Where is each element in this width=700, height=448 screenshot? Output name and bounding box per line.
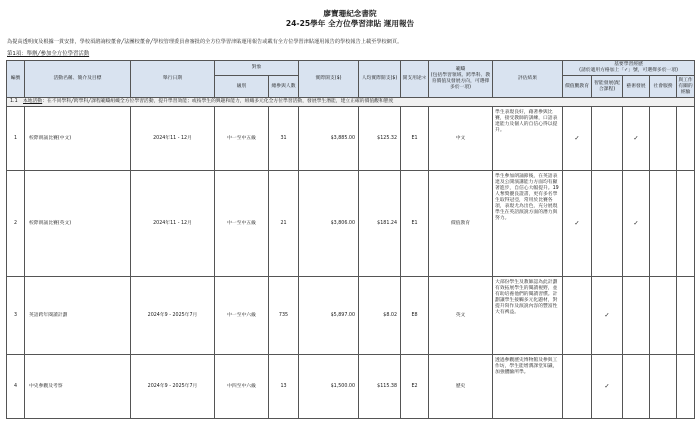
activity-date: 2024年9 - 2025年7月 bbox=[131, 355, 215, 419]
tick-aesthetic-cell bbox=[623, 277, 650, 355]
col-header-exp-career: 與工作有關的經驗 bbox=[677, 76, 695, 98]
row-number: 1 bbox=[7, 107, 25, 171]
col-header-grade: 級別 bbox=[215, 76, 269, 98]
domain-value: 中文 bbox=[429, 107, 493, 171]
col-header-exp-intellectual: 智能發展(配合課程) bbox=[592, 76, 623, 98]
col-header-evaluation: 評估結果 bbox=[493, 61, 563, 98]
col-header-exp-aesthetic: 藝術發展 bbox=[623, 76, 650, 98]
evaluation-text: 透過參觀歷史博物館及參與工作坊，學生能增潤課堂知識，加強體驗所學。 bbox=[493, 355, 563, 419]
report-title: 24-25學年 全方位學習津貼 運用報告 bbox=[285, 19, 415, 28]
table-row bbox=[7, 355, 695, 419]
tick-aesthetic-cell bbox=[623, 171, 650, 277]
activity-date: 2024年11 - 12月 bbox=[131, 171, 215, 277]
row-number: 3 bbox=[7, 277, 25, 355]
subheading-text: ：在不同學科╱跨學科╱課程範疇組織全方位學習活動，提升學習效能；或按學生的興趣和能力，組織多元化全方位學習活動，發展學生潛能，建立正確的價值觀和態度 bbox=[42, 99, 394, 104]
target-grade: 中一至中五級 bbox=[215, 107, 269, 171]
domain-value: 英文 bbox=[429, 277, 493, 355]
tick-community-cell bbox=[650, 277, 677, 355]
tick-intellectual-cell bbox=[592, 171, 623, 277]
tick-intellectual-cell bbox=[592, 355, 623, 419]
evaluation-text: 大部份學生及教師認為此計劃有效拓展學生的閱讀視野，並有助培養他們的閱讀習慣。計劃讓學生接觸多元化題材，對提升寫作及演說內容的豐富性大有裨益。 bbox=[493, 277, 563, 355]
col-header-experience bbox=[563, 61, 695, 76]
activity-name: 中史參觀及考察 bbox=[25, 355, 131, 419]
per-capita-cost: $115.38 bbox=[359, 355, 401, 419]
per-capita-cost: $8.02 bbox=[359, 277, 401, 355]
col-header-name: 活動名稱、簡介及目標 bbox=[25, 61, 131, 98]
experience-note: (請於適用方格加上「✓」號，可選擇多於一項) bbox=[579, 68, 678, 73]
col-header-expense-type: 開支用途＊ bbox=[401, 61, 429, 98]
subheading-row bbox=[7, 98, 695, 107]
activity-name: 校際朗誦比賽(中文) bbox=[25, 107, 131, 171]
target-grade: 中四至中六級 bbox=[215, 355, 269, 419]
evaluation-text: 學生表現良好，藉著參與比賽，接受教師的訓練，口語表達能力及個人的自信心得以提升。 bbox=[493, 107, 563, 171]
activity-name: 校際朗誦比賽(英文) bbox=[25, 171, 131, 277]
tick-moral-cell bbox=[563, 171, 592, 277]
activity-date: 2024年9 - 2025年7月 bbox=[131, 277, 215, 355]
check-mark-icon: ✓ bbox=[633, 134, 639, 142]
domain-value: 價值教育 bbox=[429, 171, 493, 277]
intro-text: 為提高透明度及根據一貫安排，學校須諮詢校董會╱法團校董會╱學校管理委員會審批的全方位學習津貼運用報告或載有全方位學習津貼運用報告的學校報告上載至學校網頁。 bbox=[7, 39, 403, 45]
expense-type: E1 bbox=[401, 171, 429, 277]
tick-intellectual-cell bbox=[592, 107, 623, 171]
col-header-participants: 總參與人數 bbox=[269, 76, 299, 98]
tick-community-cell bbox=[650, 355, 677, 419]
tick-community-cell bbox=[650, 171, 677, 277]
tick-aesthetic-cell bbox=[623, 355, 650, 419]
table-row bbox=[7, 277, 695, 355]
activity-table bbox=[6, 60, 695, 419]
table-row bbox=[7, 171, 695, 277]
col-header-exp-community: 社會服務 bbox=[650, 76, 677, 98]
participant-count: 735 bbox=[269, 277, 299, 355]
col-header-per-capita: 人均實際開支($) bbox=[359, 61, 401, 98]
col-header-target: 對象 bbox=[215, 61, 299, 76]
domain-value: 歷史 bbox=[429, 355, 493, 419]
check-mark-icon: ✓ bbox=[574, 219, 580, 227]
tick-career-cell bbox=[677, 107, 695, 171]
section-title: 第1項：舉辦╱參加全方位學習活動 bbox=[7, 51, 90, 57]
actual-cost: $3,885.00 bbox=[299, 107, 359, 171]
col-header-exp-moral: 價值觀教育 bbox=[563, 76, 592, 98]
target-grade: 中一至中五級 bbox=[215, 171, 269, 277]
activity-name: 英語跨年閱讀計劃 bbox=[25, 277, 131, 355]
experience-label: 基要學習經歷 bbox=[614, 62, 643, 67]
participant-count: 13 bbox=[269, 355, 299, 419]
row-number: 2 bbox=[7, 171, 25, 277]
per-capita-cost: $181.24 bbox=[359, 171, 401, 277]
tick-intellectual-cell bbox=[592, 277, 623, 355]
tick-aesthetic-cell bbox=[623, 107, 650, 171]
check-mark-icon: ✓ bbox=[574, 134, 580, 142]
target-grade: 中一至中六級 bbox=[215, 277, 269, 355]
actual-cost: $3,806.00 bbox=[299, 171, 359, 277]
expense-type: E2 bbox=[401, 355, 429, 419]
participant-count: 21 bbox=[269, 171, 299, 277]
tick-moral-cell bbox=[563, 277, 592, 355]
tick-moral-cell bbox=[563, 107, 592, 171]
col-header-date: 舉行日期 bbox=[131, 61, 215, 98]
expense-type: E1 bbox=[401, 107, 429, 171]
col-header-no: 編號 bbox=[7, 61, 25, 98]
domain-note: (包括學習領域、跨學科、教育價值及發展方向，可選擇多於一項) bbox=[430, 73, 491, 90]
expense-type: E8 bbox=[401, 277, 429, 355]
tick-community-cell bbox=[650, 107, 677, 171]
activity-date: 2024年11 - 12月 bbox=[131, 107, 215, 171]
tick-career-cell bbox=[677, 277, 695, 355]
subheading-aim-label: 本地活動 bbox=[23, 99, 43, 104]
per-capita-cost: $125.32 bbox=[359, 107, 401, 171]
school-name: 廖寶珊紀念書院 bbox=[323, 9, 377, 18]
tick-moral-cell bbox=[563, 355, 592, 419]
row-number: 4 bbox=[7, 355, 25, 419]
subheading-number: 1.1 bbox=[10, 99, 18, 104]
tick-career-cell bbox=[677, 171, 695, 277]
evaluation-text: 學生參加朗誦節後，在英語表達及公開演講能力方面均有顯著進步，自信心大幅提升。19人奪獎優良證書，更有多名學生取得冠亞，常用於比賽各項，表現尤為出色，充分展現學生在英語演說方面的潛力與努力。 bbox=[493, 171, 563, 277]
check-mark-icon: ✓ bbox=[633, 219, 639, 227]
tick-career-cell bbox=[677, 355, 695, 419]
participant-count: 31 bbox=[269, 107, 299, 171]
domain-label: 範疇 bbox=[455, 67, 466, 72]
actual-cost: $5,897.00 bbox=[299, 277, 359, 355]
col-header-domain bbox=[429, 61, 493, 98]
table-row bbox=[7, 107, 695, 171]
check-mark-icon: ✓ bbox=[604, 311, 610, 319]
col-header-actual-cost: 實際開支($) bbox=[299, 61, 359, 98]
actual-cost: $1,500.00 bbox=[299, 355, 359, 419]
check-mark-icon: ✓ bbox=[604, 382, 610, 390]
